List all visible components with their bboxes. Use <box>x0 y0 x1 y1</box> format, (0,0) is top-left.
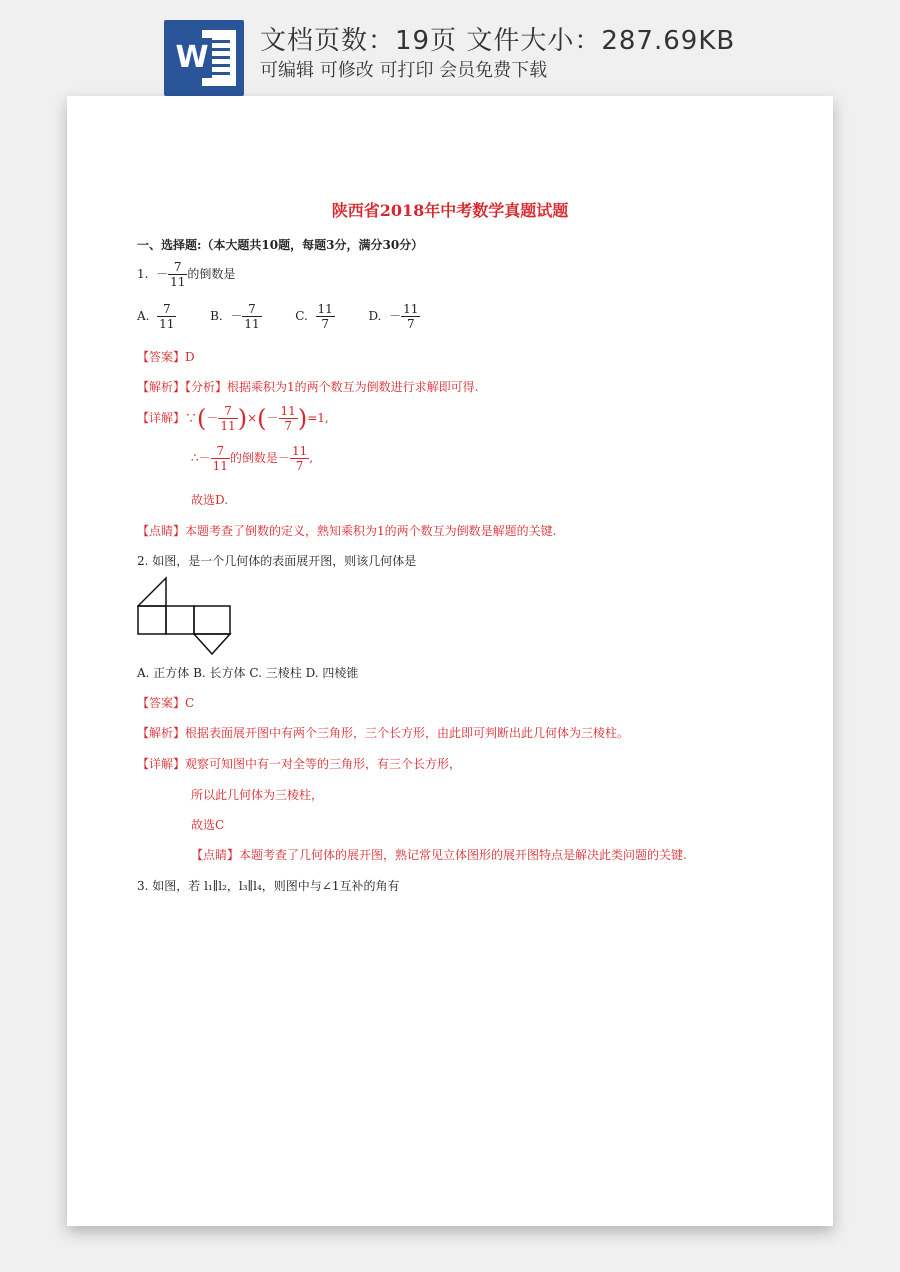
q2-detail: 【详解】观察可知图中有一对全等的三角形，有三个长方形， <box>137 757 462 771</box>
question-1-stem: 1. － $\frac{7}{11}$ 的倒数是 <box>137 260 236 289</box>
word-letter: W <box>172 38 212 78</box>
section-heading: 一、选择题:（本大题共10题，每题3分，满分30分） <box>137 238 424 252</box>
option-b: B. － $\frac{7}{11}$ <box>210 302 260 331</box>
word-document-icon <box>164 20 244 96</box>
question-2-options: A. 正方体 B. 长方体 C. 三棱柱 D. 四棱锥 <box>137 666 359 680</box>
q2-detail-line3: 故选C <box>191 818 225 832</box>
document-page <box>67 96 833 1226</box>
q1-detail: 【详解】∵(－ $\frac{7}{11}$ )×(－ $\frac{11}{7}$ )=1, <box>137 404 329 433</box>
question-2-stem: 2. 如图，是一个几何体的表面展开图，则该几何体是 <box>137 554 417 568</box>
option-d: D. － $\frac{11}{7}$ <box>368 302 419 331</box>
q2-analysis: 【解析】根据表面展开图中有两个三角形，三个长方形，由此即可判断出此几何体为三棱柱。 <box>137 726 630 740</box>
net-rectangle-3 <box>194 606 230 634</box>
q1-choose: 故选D. <box>191 493 229 507</box>
q1-therefore: ∴－ $\frac{7}{11}$ 的倒数是－ $\frac{11}{7}$ , <box>191 444 314 473</box>
question-3-stem: 3. 如图，若 l₁∥l₂，l₃∥l₄，则图中与∠1互补的角有 <box>137 879 400 893</box>
doc-title: 陕西省2018年中考数学真题试题 <box>331 201 569 220</box>
file-info-title: 文档页数：19页 文件大小：287.69KB <box>260 26 736 56</box>
q1-note: 【点睛】本题考查了倒数的定义，熟知乘积为1的两个数互为倒数是解题的关键. <box>137 524 557 538</box>
file-features: 可编辑 可修改 可打印 会员免费下载 <box>260 60 548 81</box>
net-rectangle-2 <box>166 606 194 634</box>
q2-answer: 【答案】C <box>137 696 195 710</box>
net-diagram <box>137 576 233 656</box>
option-a: A. $\frac{7}{11}$ <box>137 302 175 331</box>
q1-answer: 【答案】D <box>137 350 195 364</box>
question-1-options <box>137 302 420 331</box>
q1-analysis: 【解析】【分析】根据乘积为1的两个数互为倒数进行求解即可得. <box>137 380 479 394</box>
net-triangle-bottom <box>194 634 230 654</box>
net-triangle-top <box>138 578 166 606</box>
net-rectangle-1 <box>138 606 166 634</box>
option-c: C. $\frac{11}{7}$ <box>295 302 333 331</box>
q2-detail-line2: 所以此几何体为三棱柱， <box>191 788 324 802</box>
q2-note: 【点睛】本题考查了几何体的展开图，熟记常见立体图形的展开图特点是解决此类问题的关键. <box>191 848 687 862</box>
download-banner <box>0 0 900 100</box>
